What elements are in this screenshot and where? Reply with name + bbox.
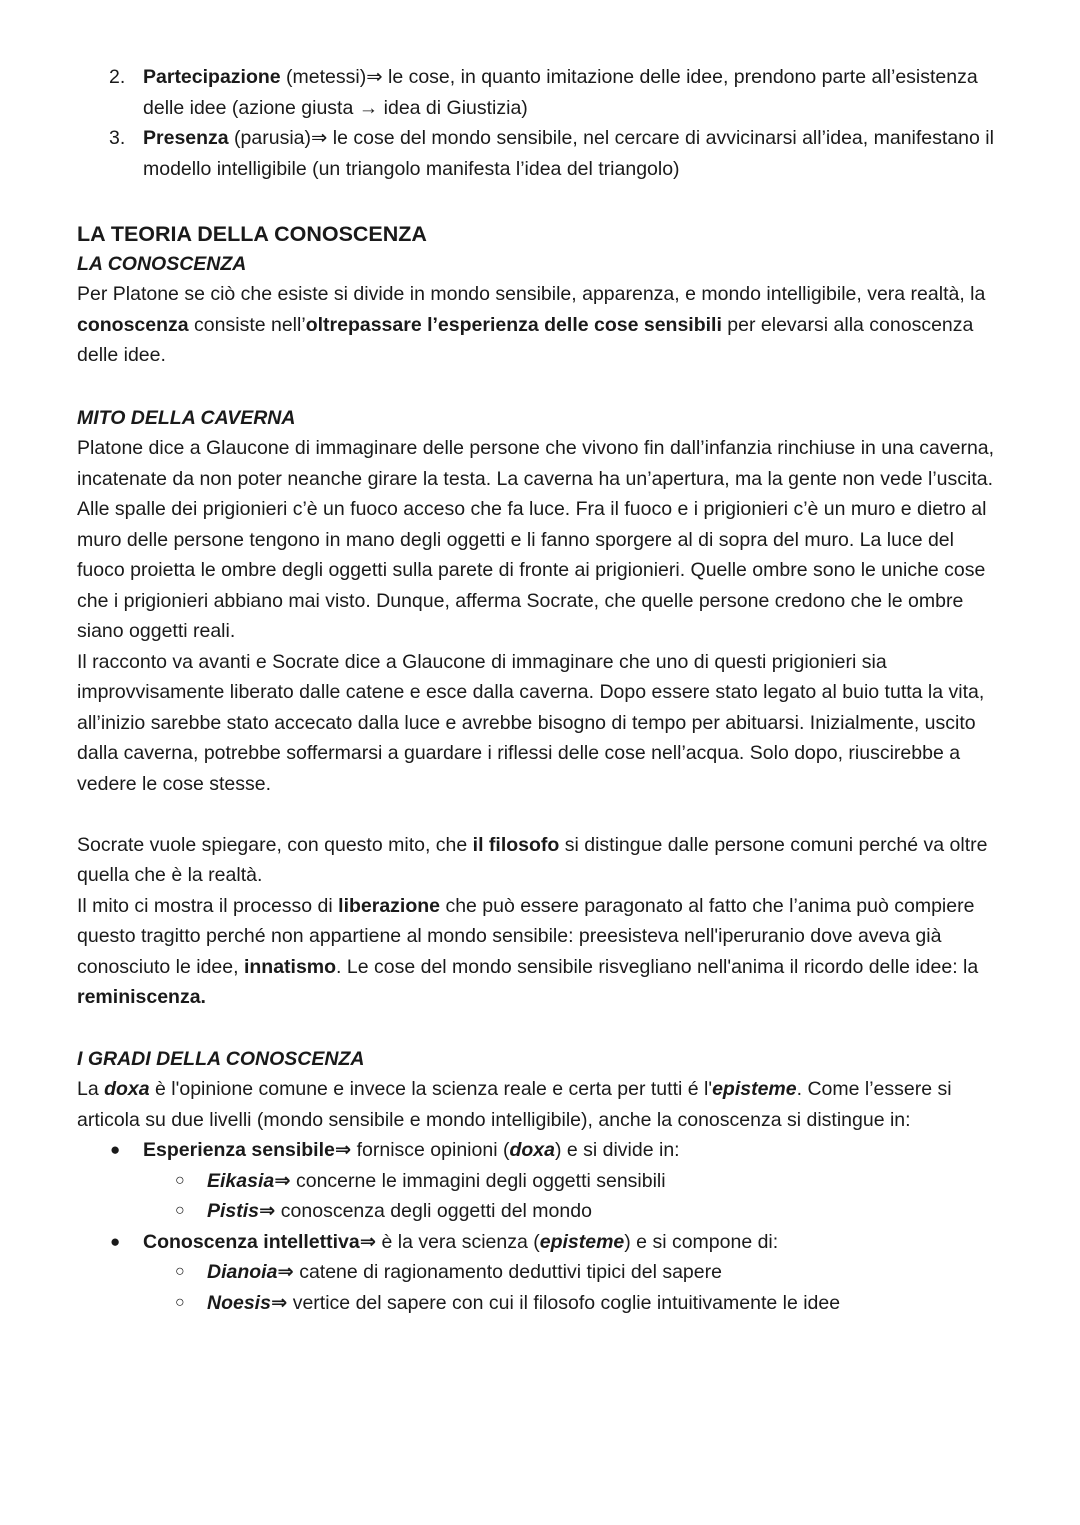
list-number: 3. — [109, 127, 126, 149]
sub-list-item: ○ Noesis⇒ vertice del sapere con cui il filosofo coglie intuitivamente le idee — [143, 1288, 1007, 1319]
list-text: (parusia)⇒ le cose del mondo sensibile, nel cercare di avvicinarsi all’idea, manifestano il modello intelligibile (un triangolo manifesta l’idea del triangolo) — [143, 127, 994, 180]
list-item — [77, 62, 1007, 123]
bullet-list — [77, 1135, 1007, 1318]
numbered-list-block — [77, 62, 1007, 184]
paragraph-caverna-1: Platone dice a Glaucone di immaginare delle persone che vivono fin dall’infanzia rinchiuse in una caverna, incatenate da non poter neanche girare la testa. La caverna ha un’apertura, ma la gente non vede l’uscita. Alle spalle dei prigionieri c’è un fuoco acceso che fa luce. Fra il fuoco e i prigionieri c’è un muro e dietro al muro delle persone tengono in mano degli oggetti e li fanno sporgere al di sopra del muro. La luce del fuoco proietta le ombre degli oggetti sulla parete di fronte ai prigionieri. Quelle ombre sono le uniche cose che i prigionieri abbiano mai visto. Dunque, afferma Socrate, che quelle persone credono che le ombre siano oggetti reali. — [77, 437, 995, 642]
sub-list — [143, 1166, 1007, 1227]
list-term: Partecipazione — [143, 66, 281, 88]
paragraph-caverna-2: Il racconto va avanti e Socrate dice a Glaucone di immaginare che uno di questi prigionieri sia improvvisamente liberato dalle catene e esce dalla caverna. Dopo essere stato legato al buio tutta la vita, all’inizio sarebbe stato accecato dalla luce e avrebbe bisogno di tempo per abituarsi. Inizialmente, uscito dalla caverna, potrebbe soffermarsi a guardare i riflessi delle cose nell’acqua. Solo dopo, riuscirebbe a vedere le cose stesse. — [77, 650, 985, 795]
bullet-icon: ● — [110, 1231, 121, 1251]
list-item: ● Esperienza sensibile⇒ fornisce opinioni (doxa) e si divide in: ○ Eikasia⇒ concerne le immagini degli oggetti sensibili ○ Pistis⇒ conoscenza degli oggetti del mondo — [77, 1135, 1007, 1227]
sub-list-item: ○ Pistis⇒ conoscenza degli oggetti del mondo — [143, 1196, 1007, 1227]
sub-list — [143, 1257, 1007, 1318]
list-term: Presenza — [143, 127, 229, 149]
heading-conoscenza: LA CONOSCENZA — [77, 253, 247, 275]
circle-bullet-icon: ○ — [175, 1293, 185, 1311]
list-term: Esperienza sensibile⇒ — [143, 1139, 352, 1161]
circle-bullet-icon: ○ — [175, 1171, 185, 1189]
paragraph-caverna-4: Il mito ci mostra il processo di liberazione che può essere paragonato al fatto che l’anima può compiere questo tragitto perché non appartiene al mondo sensibile: preesisteva nell'iperuranio dove aveva già conosciuto le idee, innatismo. Le cose del mondo sensibile risvegliano nell'anima il ricordo delle idee: la reminiscenza. — [77, 894, 979, 1008]
paragraph-caverna-3: Socrate vuole spiegare, con questo mito, che il filosofo si distingue dalle persone comuni perché va oltre quella che è la realtà. — [77, 833, 988, 886]
heading-caverna: MITO DELLA CAVERNA — [77, 407, 296, 429]
list-term: Conoscenza intellettiva⇒ — [143, 1230, 377, 1253]
list-number: 2. — [109, 66, 126, 88]
section-caverna — [77, 403, 1007, 1013]
section-gradi — [77, 1044, 1007, 1318]
bullet-icon: ● — [110, 1140, 121, 1159]
paragraph-conoscenza: Per Platone se ciò che esiste si divide in mondo sensibile, apparenza, e mondo intelligibile, vera realtà, la conoscenza consiste nell’oltrepassare l’esperienza delle cose sensibili per elevarsi alla conoscenza delle idee. — [77, 283, 986, 366]
circle-bullet-icon: ○ — [175, 1263, 185, 1280]
section-teoria — [77, 219, 1007, 371]
section-title: LA TEORIA DELLA CONOSCENZA — [77, 222, 427, 246]
list-item: ● Conoscenza intellettiva⇒ è la vera scienza (episteme) e si compone di: ○ Dianoia⇒ catene di ragionamento deduttivi tipici del sapere ○ Noesis⇒ vertice del sapere con cui il filosofo coglie intuitivamente le idee — [77, 1227, 1007, 1319]
sub-list-item: ○ Eikasia⇒ concerne le immagini degli oggetti sensibili — [143, 1166, 1007, 1197]
sub-list-item: ○ Dianoia⇒ catene di ragionamento deduttivi tipici del sapere — [143, 1257, 1007, 1288]
circle-bullet-icon: ○ — [175, 1202, 185, 1219]
list-text: (metessi)⇒ le cose, in quanto imitazione delle idee, prendono parte all’esistenza delle idee (azione giusta → idea di Giustizia) — [143, 66, 978, 119]
list-item — [77, 123, 1007, 184]
heading-gradi: I GRADI DELLA CONOSCENZA — [77, 1048, 365, 1070]
paragraph-gradi-intro: La doxa è l'opinione comune e invece la scienza reale e certa per tutti é l'episteme. Come l’essere si articola su due livelli (mondo sensibile e mondo intelligibile), anche la conoscenza si distingue in: — [77, 1078, 952, 1131]
numbered-list — [77, 62, 1007, 184]
